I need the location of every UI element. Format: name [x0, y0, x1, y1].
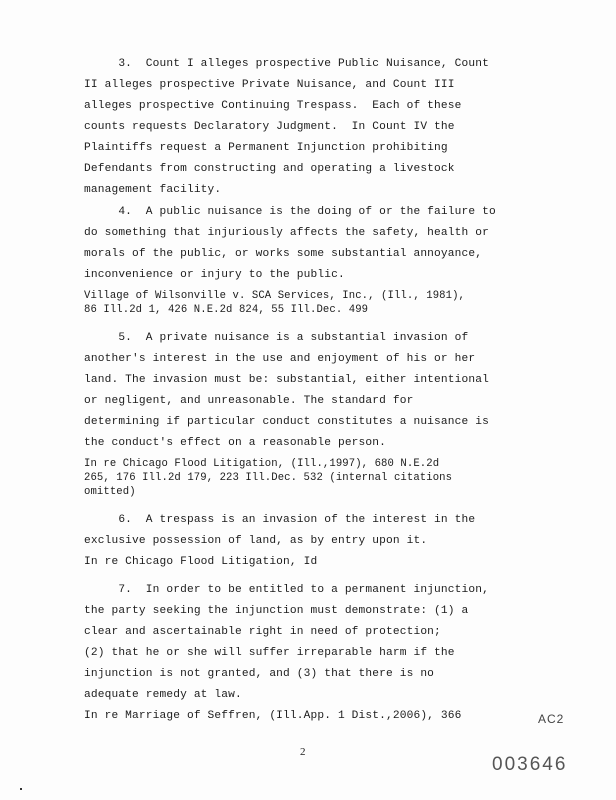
- paragraph-3-line-2: II alleges prospective Private Nuisance, and Count III: [84, 79, 455, 91]
- bates-number: 003646: [492, 754, 568, 775]
- citation-wilsonville-line-1: Village of Wilsonville v. SCA Services, Inc., (Ill., 1981),: [84, 290, 465, 302]
- citation-seffren-line-1: In re Marriage of Seffren, (Ill.App. 1 Dist.,2006), 366: [84, 710, 462, 722]
- paragraph-4-line-1: 4. A public nuisance is the doing of or the failure to: [84, 206, 496, 218]
- page-number: 2: [300, 746, 306, 758]
- paragraph-7-line-1: 7. In order to be entitled to a permanent injunction,: [84, 584, 489, 596]
- paragraph-7-line-2: the party seeking the injunction must demonstrate: (1) a: [84, 605, 469, 617]
- initials-mark: AC2: [538, 712, 565, 726]
- citation-chicago-flood-id: In re Chicago Flood Litigation, Id: [84, 556, 318, 568]
- paragraph-5-line-2: another's interest in the use and enjoyment of his or her: [84, 353, 476, 365]
- paragraph-5-line-1: 5. A private nuisance is a substantial invasion of: [84, 332, 469, 344]
- paragraph-4-line-2: do something that injuriously affects the safety, health or: [84, 227, 489, 239]
- paragraph-5-line-3: land. The invasion must be: substantial, either intentional: [84, 374, 489, 386]
- paragraph-3-line-7: management facility.: [84, 184, 222, 196]
- paragraph-3-line-6: Defendants from constructing and operating a livestock: [84, 163, 455, 175]
- paragraph-3-line-5: Plaintiffs request a Permanent Injunction prohibiting: [84, 142, 448, 154]
- paragraph-3-line-3: alleges prospective Continuing Trespass. Each of these: [84, 100, 462, 112]
- paragraph-3-line-4: counts requests Declaratory Judgment. In Count IV the: [84, 121, 455, 133]
- paragraph-5-line-4: or negligent, and unreasonable. The standard for: [84, 395, 414, 407]
- citation-chicago-flood-line-1: In re Chicago Flood Litigation, (Ill.,1997), 680 N.E.2d: [84, 458, 440, 470]
- paragraph-7-line-3: clear and ascertainable right in need of protection;: [84, 626, 441, 638]
- paragraph-7-line-4: (2) that he or she will suffer irreparable harm if the: [84, 647, 455, 659]
- paragraph-5-line-6: the conduct's effect on a reasonable person.: [84, 437, 386, 449]
- paragraph-6-line-2: exclusive possession of land, as by entry upon it.: [84, 535, 428, 547]
- paragraph-4-line-3: morals of the public, or works some substantial annoyance,: [84, 248, 483, 260]
- paragraph-7-line-5: injunction is not granted, and (3) that there is no: [84, 668, 435, 680]
- scan-speck: [20, 788, 22, 790]
- paragraph-3-line-1: 3. Count I alleges prospective Public Nuisance, Count: [84, 58, 489, 70]
- paragraph-7-line-6: adequate remedy at law.: [84, 689, 242, 701]
- citation-chicago-flood-line-2: 265, 176 Ill.2d 179, 223 Ill.Dec. 532 (internal citations: [84, 472, 453, 484]
- paragraph-5-line-5: determining if particular conduct constitutes a nuisance is: [84, 416, 489, 428]
- citation-chicago-flood-line-3: omitted): [84, 486, 136, 498]
- paragraph-6-line-1: 6. A trespass is an invasion of the interest in the: [84, 514, 476, 526]
- paragraph-4-line-4: inconvenience or injury to the public.: [84, 269, 345, 281]
- citation-wilsonville-line-2: 86 Ill.2d 1, 426 N.E.2d 824, 55 Ill.Dec. 499: [84, 304, 369, 316]
